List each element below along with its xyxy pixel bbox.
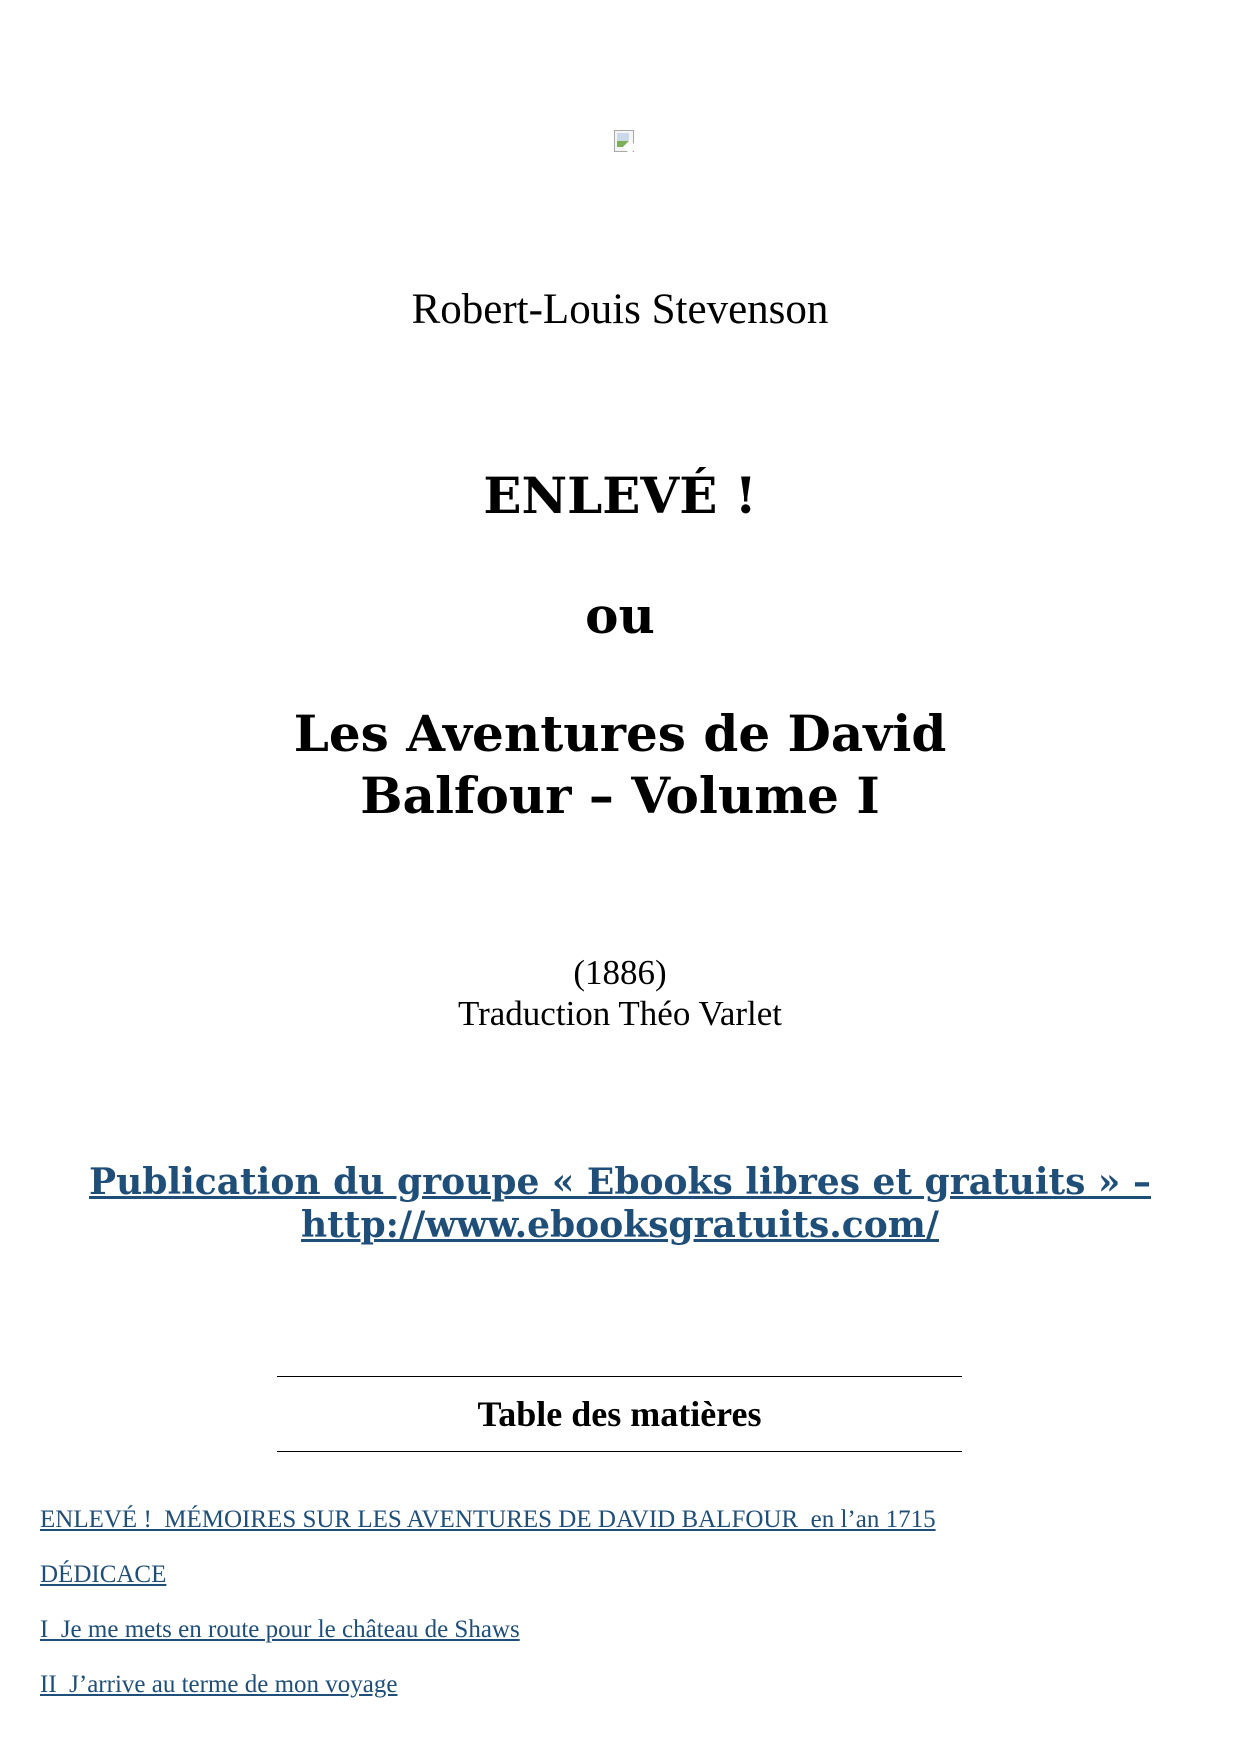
toc-title: Table des matières: [277, 1376, 962, 1452]
author-name: Robert-Louis Stevenson: [411, 286, 829, 333]
book-title: ENLEVÉ !: [483, 466, 757, 525]
toc-item: [40, 1610, 936, 1665]
publisher-line-1: Publication du groupe « Ebooks libres et gratuits » –: [89, 1161, 1151, 1203]
publication-meta: [0, 952, 1240, 1034]
title-connector: ou: [585, 586, 655, 645]
toc-link-chapter-2[interactable]: II J’arrive au terme de mon voyage: [40, 1671, 398, 1698]
toc-link-enleve[interactable]: ENLEVÉ ! MÉMOIRES SUR LES AVENTURES DE DAVID BALFOUR en l’an 1715: [40, 1506, 936, 1533]
book-subtitle: [0, 703, 1240, 827]
toc-link-dedicace[interactable]: DÉDICACE: [40, 1561, 167, 1588]
publisher-notice: [0, 1161, 1240, 1247]
translator-credit: Traduction Théo Varlet: [457, 994, 783, 1033]
toc-link-chapter-1[interactable]: I Je me mets en route pour le château de Shaws: [40, 1616, 520, 1643]
publication-year: (1886): [573, 953, 667, 992]
toc-list: [40, 1500, 936, 1720]
toc-item: [40, 1500, 936, 1555]
publisher-link[interactable]: [0, 1161, 1240, 1247]
toc-item: [40, 1555, 936, 1610]
subtitle-line-2: Balfour – Volume I: [360, 766, 880, 825]
broken-image-icon: [614, 130, 638, 154]
publisher-url: http://www.ebooksgratuits.com/: [301, 1204, 939, 1246]
toc-item: [40, 1665, 936, 1720]
subtitle-line-1: Les Aventures de David: [293, 704, 947, 763]
broken-image-sky: [617, 133, 629, 141]
